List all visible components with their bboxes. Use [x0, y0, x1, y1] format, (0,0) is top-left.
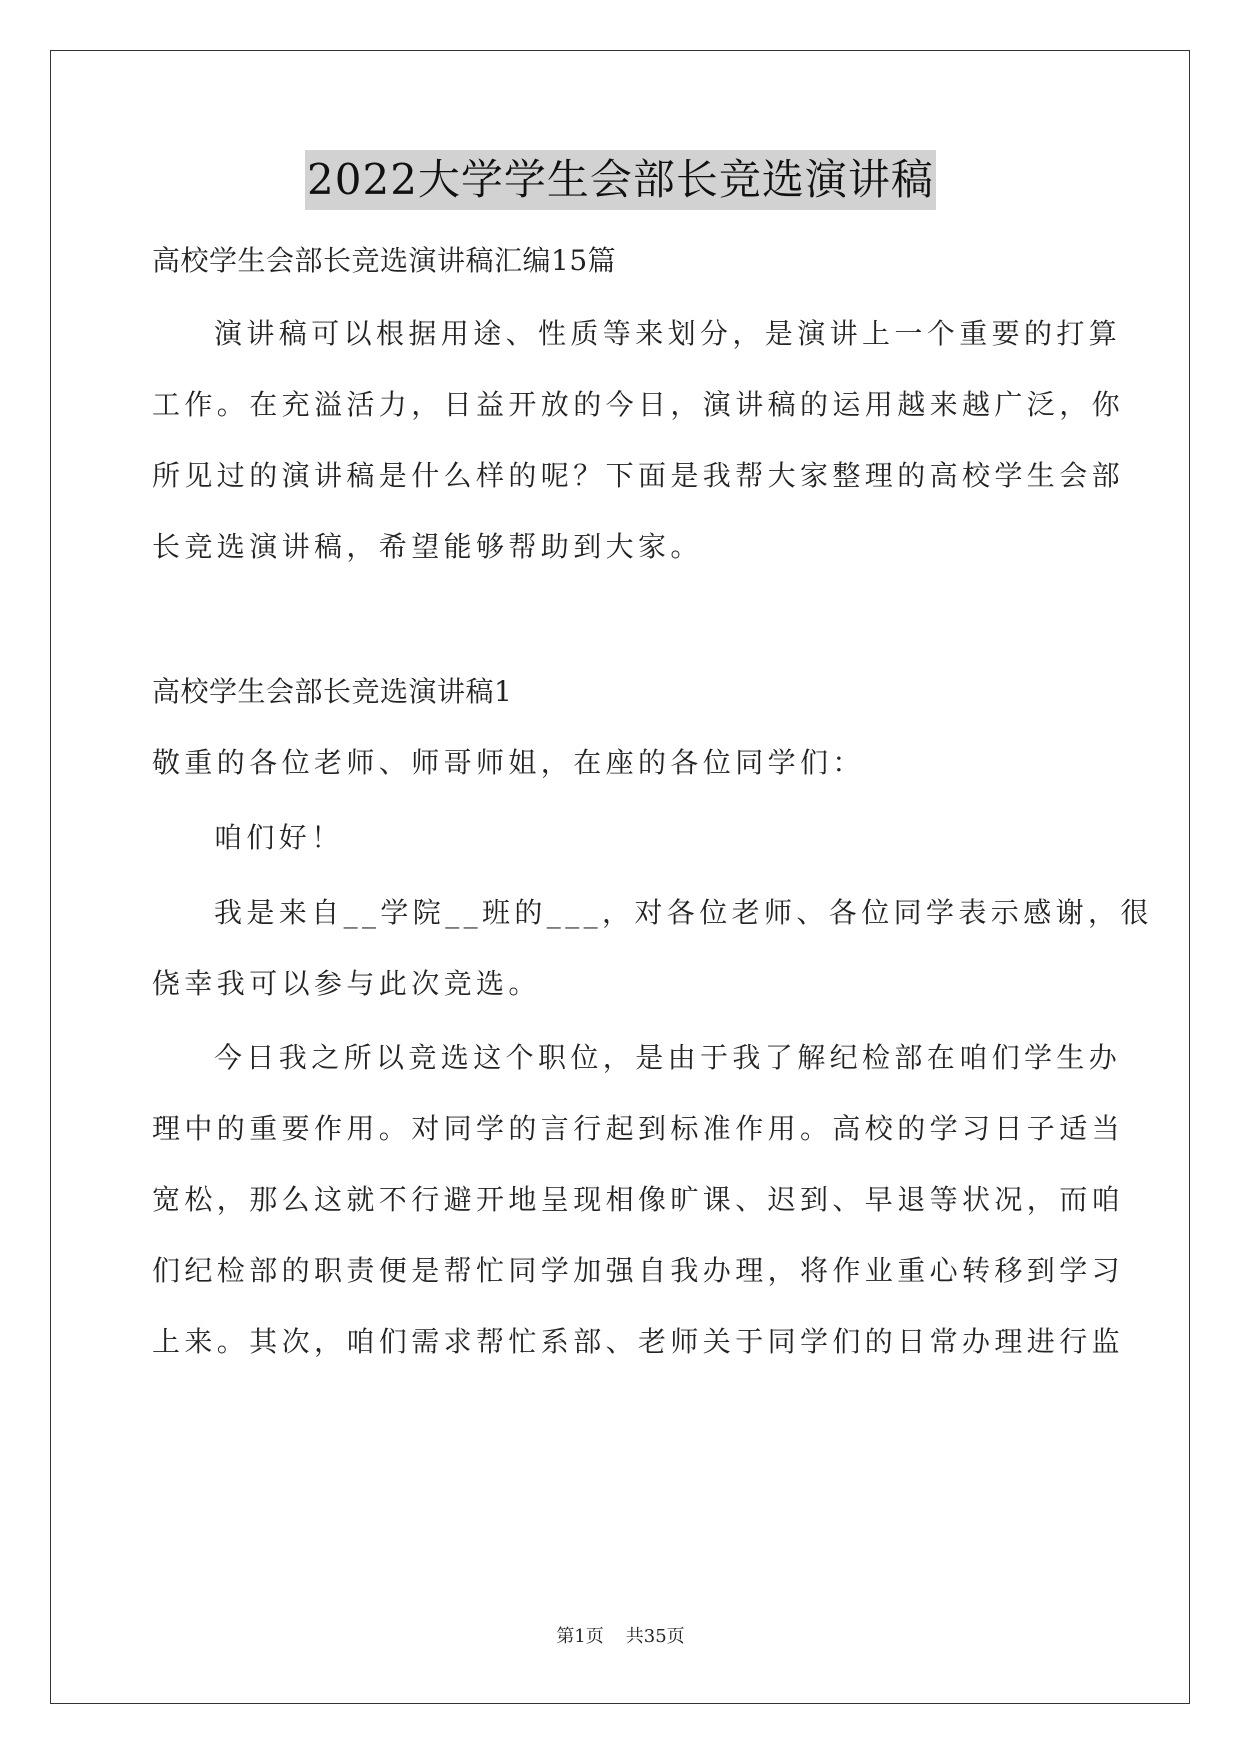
- page-footer: [0, 1624, 1241, 1650]
- para2-line-1: 今日我之所以竞选这个职位，是由于我了解纪检部在咱们学生办: [214, 1041, 1122, 1074]
- greeting: 咱们好！: [214, 821, 344, 854]
- para2-line-4: 们纪检部的职责便是帮忙同学加强自我办理，将作业重心转移到学习: [152, 1254, 1125, 1287]
- document-title: 2022大学学生会部长竞选演讲稿: [305, 150, 936, 210]
- document-subtitle: 高校学生会部长竞选演讲稿汇编15篇: [152, 244, 617, 277]
- section-heading: 高校学生会部长竞选演讲稿1: [152, 675, 513, 708]
- para2-line-5: 上来。其次，咱们需求帮忙系部、老师关于同学们的日常办理进行监: [152, 1325, 1125, 1358]
- para2-line-3: 宽松，那么这就不行避开地呈现相像旷课、迟到、早退等状况，而咱: [152, 1183, 1125, 1216]
- page-total: 共35页: [625, 1626, 685, 1647]
- title-container: [0, 150, 1241, 210]
- salutation: 敬重的各位老师、师哥师姐，在座的各位同学们：: [152, 746, 865, 779]
- para1-line-1: 我是来自__学院__班的___，对各位老师、各位同学表示感谢，很: [214, 896, 1153, 929]
- page-number: 第1页: [556, 1626, 604, 1647]
- page-border: [50, 50, 1190, 1704]
- para1-line-2: 侥幸我可以参与此次竞选。: [152, 967, 541, 1000]
- intro-line-3: 所见过的演讲稿是什么样的呢？下面是我帮大家整理的高校学生会部: [152, 459, 1125, 492]
- intro-line-4: 长竞选演讲稿，希望能够帮助到大家。: [152, 530, 703, 563]
- intro-line-2: 工作。在充溢活力，日益开放的今日，演讲稿的运用越来越广泛，你: [152, 388, 1125, 421]
- intro-line-1: 演讲稿可以根据用途、性质等来划分，是演讲上一个重要的打算: [214, 317, 1122, 350]
- para2-line-2: 理中的重要作用。对同学的言行起到标准作用。高校的学习日子适当: [152, 1112, 1125, 1145]
